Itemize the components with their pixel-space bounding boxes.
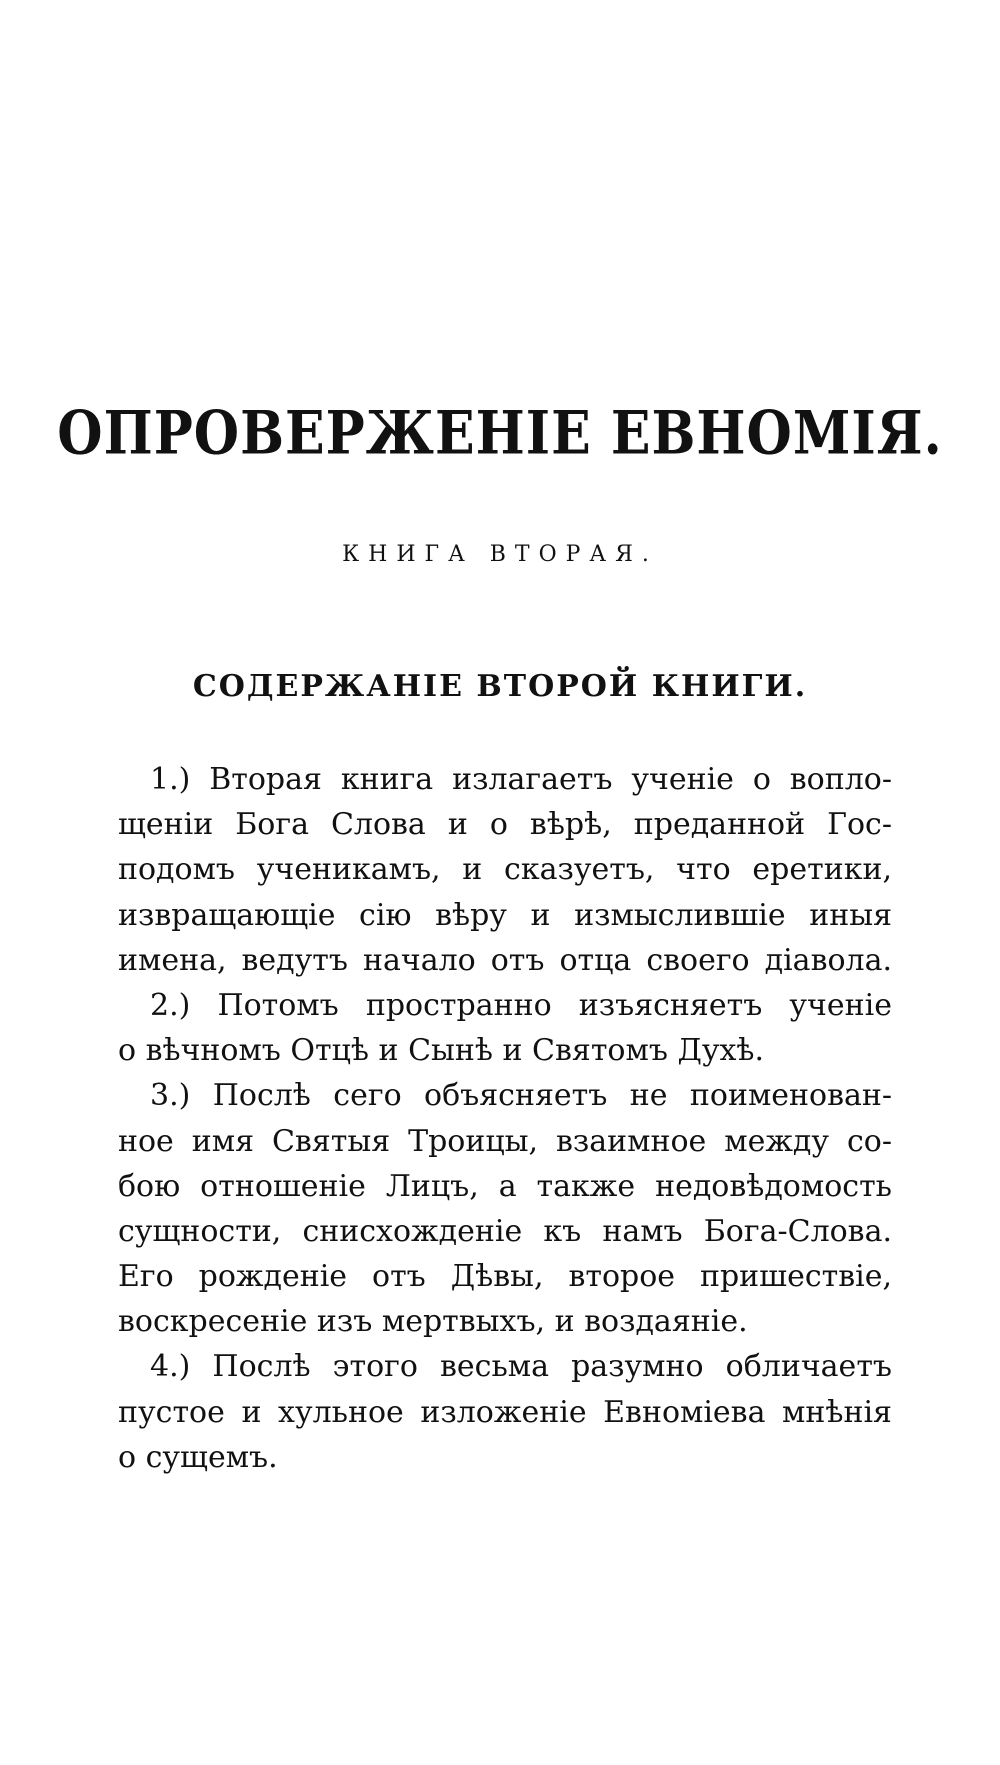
page-title: ОПРОВЕРЖЕНІЕ ЕВНОМІЯ. [57, 398, 943, 469]
text-line: подомъ ученикамъ, и сказуетъ, что еретики, [118, 852, 892, 888]
book-subtitle: КНИГА ВТОРАЯ. [342, 542, 658, 567]
contents-body [118, 757, 892, 1480]
text-line: сущности, снисхожденіе къ намъ Бога-Слова. [118, 1213, 892, 1249]
paragraph-1 [118, 757, 892, 983]
text-line: 2.) Потомъ пространно изъясняетъ ученіе [150, 987, 892, 1023]
text-line: щеніи Бога Слова и о вѣрѣ, преданной Гос- [118, 807, 892, 843]
text-line: имена, ведутъ начало отъ отца своего діавола. [118, 942, 892, 978]
contents-heading: СОДЕРЖАНІЕ ВТОРОЙ КНИГИ. [192, 669, 808, 704]
text-line: бою отношеніе Лицъ, а также недовѣдомость [118, 1168, 892, 1204]
text-line: воскресеніе изъ мертвыхъ, и воздаяніе. [118, 1304, 748, 1340]
text-line: 3.) Послѣ сего объясняетъ не поименован- [150, 1078, 892, 1114]
text-line: пустое и хульное изложеніе Евноміева мнѣнія [118, 1394, 892, 1430]
text-line: о сущемъ. [118, 1439, 278, 1475]
paragraph-4 [118, 1344, 892, 1480]
paragraph-2 [118, 983, 892, 1073]
text-line: Его рожденіе отъ Дѣвы, второе пришествіе, [118, 1259, 892, 1295]
text-line: извращающіе сію вѣру и измыслившіе иныя [118, 897, 892, 933]
paragraph-3 [118, 1073, 892, 1344]
text-line: о вѣчномъ Отцѣ и Сынѣ и Святомъ Духѣ. [118, 1033, 765, 1069]
text-line: 1.) Вторая книга излагаетъ ученіе о вопло- [150, 762, 892, 797]
text-line: 4.) Послѣ этого весьма разумно обличаетъ [150, 1349, 892, 1385]
text-line: ное имя Святыя Троицы, взаимное между со- [118, 1123, 892, 1159]
